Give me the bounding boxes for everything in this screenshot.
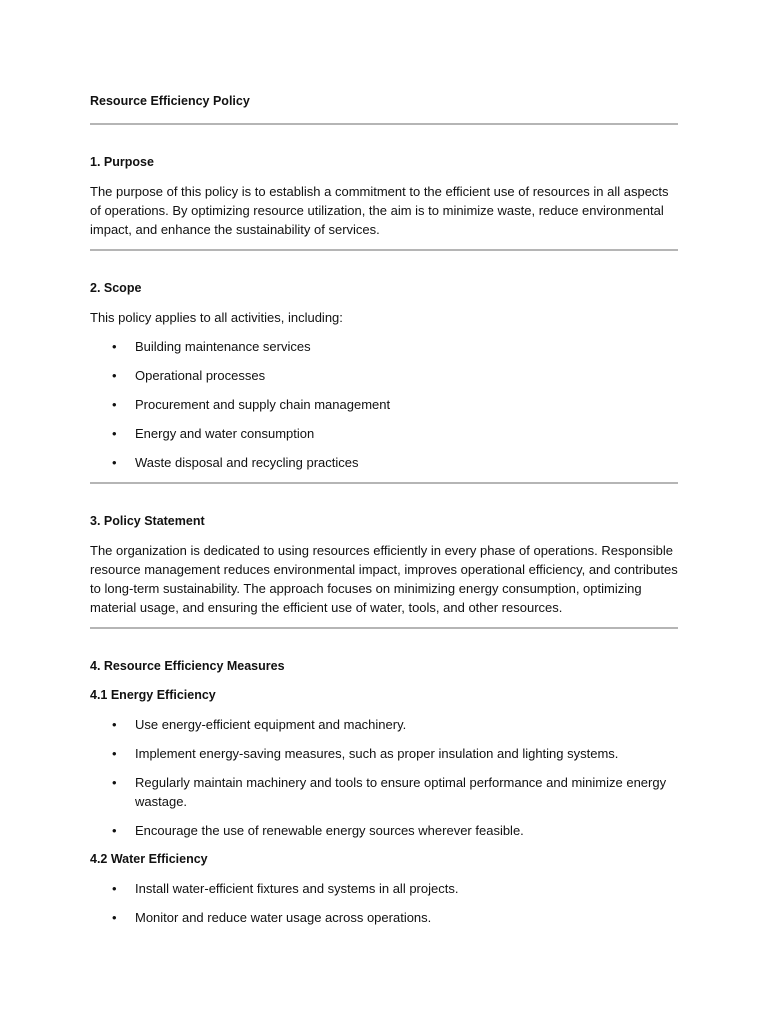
scope-list: [90, 337, 678, 472]
list-item-text: Implement energy-saving measures, such as proper insulation and lighting systems.: [135, 746, 619, 761]
list-item-text: Operational processes: [135, 368, 266, 383]
purpose-text: The purpose of this policy is to establish a commitment to the efficient use of resources in all aspects of operations. By optimizing resource utilization, the aim is to minimize waste, reduce environmental impact, and enhance the sustainability of services.: [90, 184, 669, 237]
list-item-text: Energy and water consumption: [135, 426, 315, 441]
bullet-icon: •: [112, 717, 117, 732]
document-body: [90, 92, 678, 937]
list-item: [90, 715, 678, 734]
list-item: [90, 773, 678, 811]
bullet-icon: •: [112, 455, 117, 470]
divider: [90, 627, 678, 629]
list-item: [90, 453, 678, 472]
list-item-text: Waste disposal and recycling practices: [135, 455, 359, 470]
list-item: [90, 879, 678, 898]
list-item: [90, 337, 678, 356]
bullet-icon: •: [112, 426, 117, 441]
document-title: Resource Efficiency Policy: [90, 94, 250, 108]
bullet-icon: •: [112, 397, 117, 412]
bullet-icon: •: [112, 746, 117, 761]
bullet-icon: •: [112, 823, 117, 838]
subsection-heading-water: 4.2 Water Efficiency: [90, 852, 208, 866]
bullet-icon: •: [112, 881, 117, 896]
list-item: [90, 395, 678, 414]
bullet-icon: •: [112, 775, 117, 790]
divider: [90, 123, 678, 125]
policy-statement-text: The organization is dedicated to using resources efficiently in every phase of operations. Responsible resource management reduces environmental impact, improves operational efficiency, and contributes to long-term sustainability. The approach focuses on minimizing energy consumption, optimizing material usage, and ensuring the efficient use of water, tools, and other resources.: [90, 543, 678, 615]
subsection-heading-energy: 4.1 Energy Efficiency: [90, 688, 216, 702]
list-item: [90, 424, 678, 443]
list-item-text: Use energy-efficient equipment and machinery.: [135, 717, 407, 732]
list-item-text: Monitor and reduce water usage across operations.: [135, 910, 432, 925]
list-item-text: Procurement and supply chain management: [135, 397, 391, 412]
section-heading-policy-statement: 3. Policy Statement: [90, 514, 205, 528]
list-item-text: Encourage the use of renewable energy sources wherever feasible.: [135, 823, 524, 838]
section-heading-measures: 4. Resource Efficiency Measures: [90, 659, 285, 673]
section-heading-purpose: 1. Purpose: [90, 155, 154, 169]
list-item: [90, 908, 678, 927]
divider: [90, 249, 678, 251]
list-item: [90, 821, 678, 840]
scope-intro: This policy applies to all activities, including:: [90, 310, 343, 325]
section-heading-scope: 2. Scope: [90, 281, 142, 295]
energy-list: [90, 715, 678, 840]
bullet-icon: •: [112, 910, 117, 925]
list-item-text: Regularly maintain machinery and tools to ensure optimal performance and minimize energy wastage.: [135, 775, 667, 809]
bullet-icon: •: [112, 368, 117, 383]
water-list: [90, 879, 678, 927]
list-item: [90, 744, 678, 763]
list-item-text: Install water-efficient fixtures and systems in all projects.: [135, 881, 459, 896]
bullet-icon: •: [112, 339, 117, 354]
divider: [90, 482, 678, 484]
list-item: [90, 366, 678, 385]
list-item-text: Building maintenance services: [135, 339, 311, 354]
